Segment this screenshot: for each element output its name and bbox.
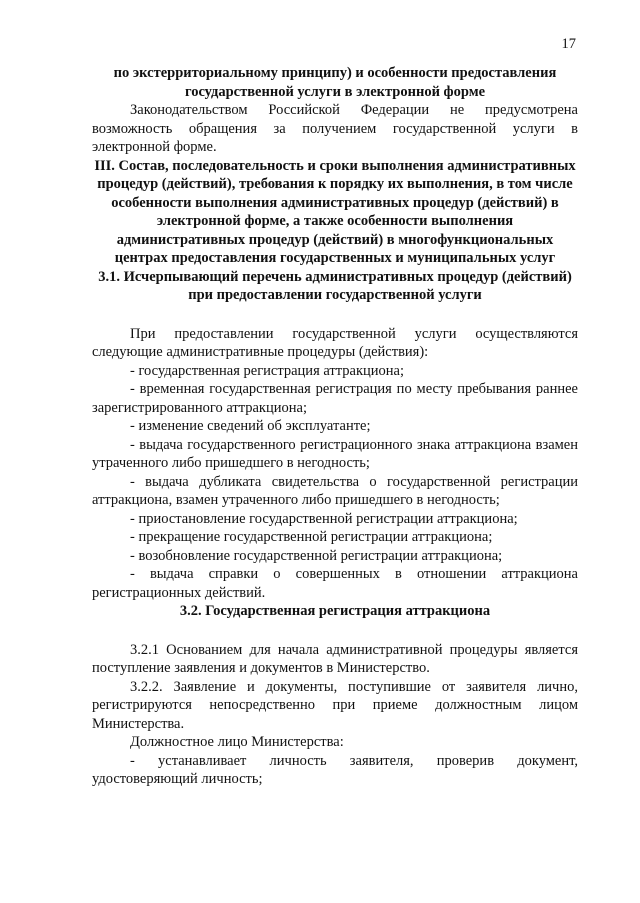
procedure-item: - приостановление государственной регистрации аттракциона; [130,510,518,527]
procedure-item: - временная государственная регистрация по месту пребывания раннее зарегистрированного аттракциона; [92,381,578,416]
procedures-intro: При предоставлении государственной услуги осуществляются следующие административные процедуры (действия): [92,325,578,360]
paragraph: Должностное лицо Министерства: [130,734,344,750]
page-number: 17 [561,36,576,52]
procedure-item: - выдача справки о совершенных в отношении аттракциона регистрационных действий. [92,566,578,601]
section-3-heading: III. Состав, последовательность и сроки выполнения административных процедур (действий), требования к порядку их выполнения, в том числе особенности выполнения административных процедур (действий) в электронной форме, а также особенности выполнения административных процедур (действий) в многофункциональных центрах предоставления государственных и муниципальных услуг [94,157,576,266]
procedure-item: - возобновление государственной регистрации аттракциона; [130,547,503,564]
procedure-item: - прекращение государственной регистрации аттракциона; [130,529,493,545]
subsection-3-2-body [92,641,578,789]
legislation-note: Законодательством Российской Федерации не предусмотрена возможность обращения за получением государственной услуги в электронной форме. [92,102,578,155]
subsection-3-2-heading: 3.2. Государственная регистрация аттракциона [179,603,491,619]
procedure-item: - выдача государственного регистрационного знака аттракциона взамен утраченного либо пришедшего в негодность; [92,436,578,471]
procedure-item: - выдача дубликата свидетельства о государственной регистрации аттракциона, взамен утраченного либо пришедшего в негодность; [92,473,578,508]
paragraph: - устанавливает личность заявителя, проверив документ, удостоверяющий личность; [92,752,578,787]
paragraph: 3.2.2. Заявление и документы, поступившие от заявителя лично, регистрируются непосредственно при приеме должностным лицом Министерства. [92,678,578,732]
paragraph: 3.2.1 Основанием для начала административной процедуры является поступление заявления и документов в Министерство. [92,641,578,676]
subsection-3-1-heading: 3.1. Исчерпывающий перечень административных процедур (действий) при предоставлении государственной услуги [98,268,572,303]
procedure-item: - изменение сведений об эксплуатанте; [130,418,371,434]
continuation-heading: по экстерриториальному принципу) и особенности предоставления государственной услуги в электронной форме [113,65,557,100]
document-body [92,64,578,789]
subsection-3-1-body [92,325,578,603]
procedure-item: - государственная регистрация аттракциона; [130,362,404,379]
